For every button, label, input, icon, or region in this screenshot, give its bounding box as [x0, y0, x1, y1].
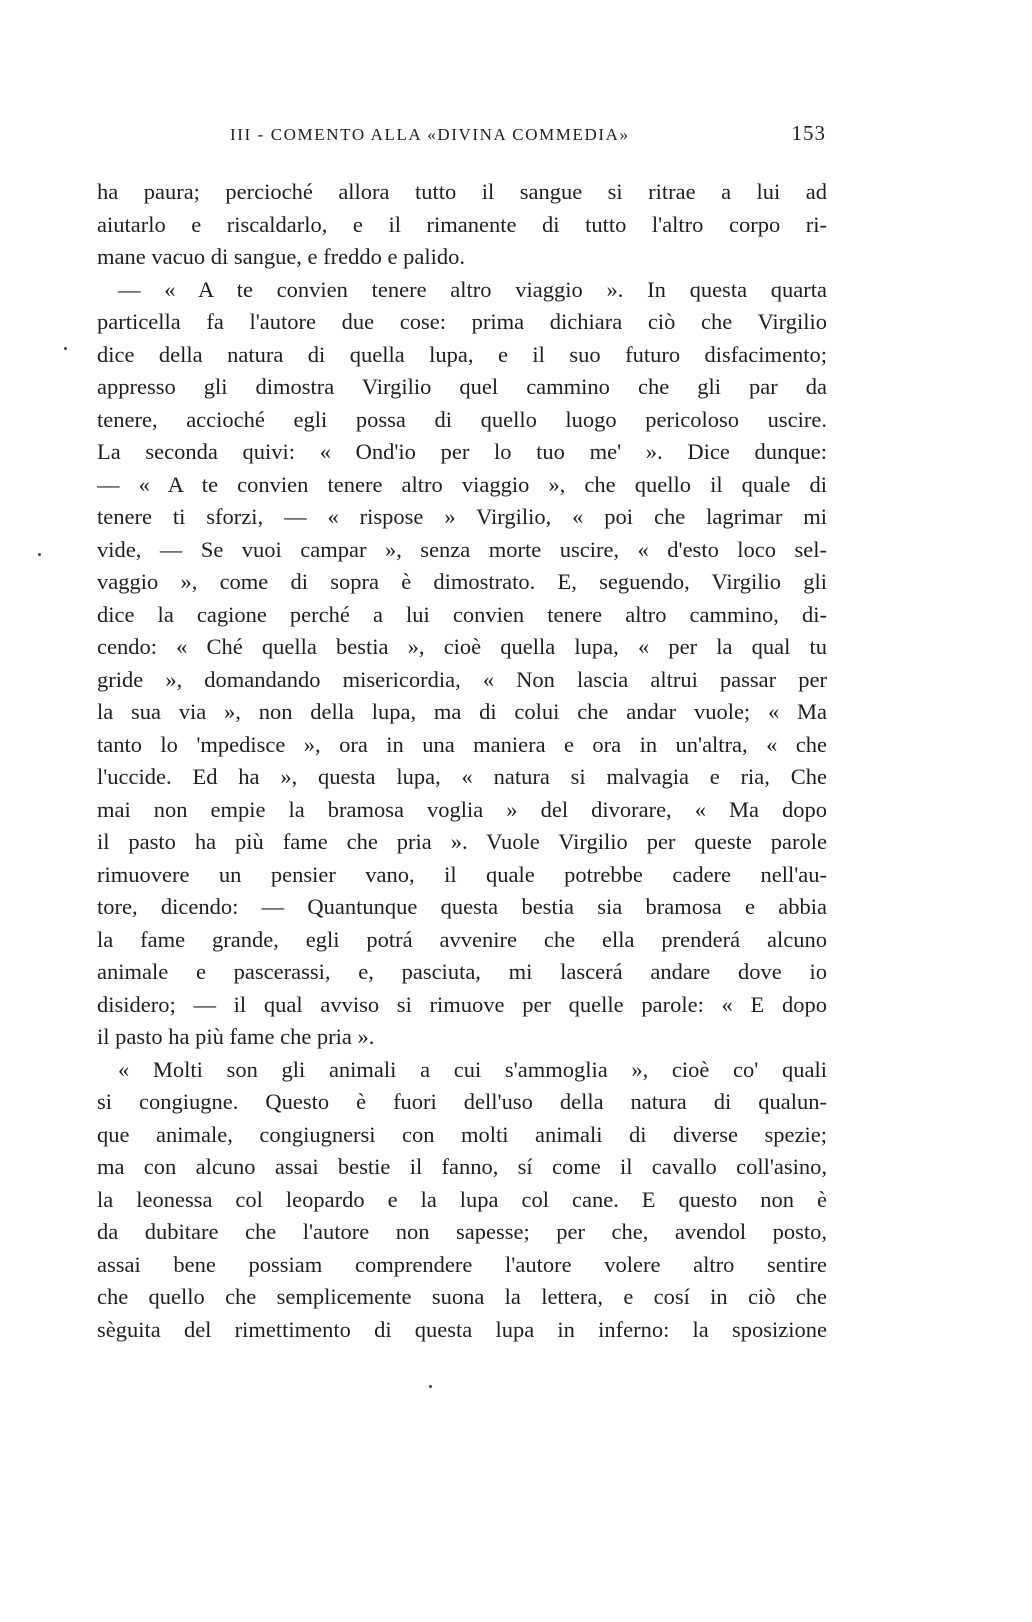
text-line: sèguita del rimettimento di questa lupa in inferno: la sposizione	[97, 1316, 827, 1342]
text-line: il pasto ha più fame che pria ».	[97, 1024, 375, 1049]
text-line: particella fa l'autore due cose: prima dichiara ciò che Virgilio	[97, 309, 827, 334]
margin-speck	[38, 553, 41, 556]
text-line: tenere, accioché egli possa di quello luogo pericoloso uscire.	[97, 406, 827, 432]
text-line: « Molti son gli animali a cui s'ammoglia », cioè co' quali	[118, 1056, 827, 1082]
text-line: tore, dicendo: — Quantunque questa bestia sia bramosa e abbia	[97, 894, 827, 919]
text-line: ha paura; percioché allora tutto il sangue si ritrae a lui ad	[97, 179, 827, 204]
running-title: III - COMENTO ALLA «DIVINA COMMEDIA»	[230, 125, 630, 144]
text-line: animale e pascerassi, e, pasciuta, mi lascerá andare dove io	[97, 959, 827, 984]
text-line: La seconda quivi: « Ond'io per lo tuo me' ». Dice dunque:	[97, 439, 827, 464]
text-line: — « A te convien tenere altro viaggio ». In questa quarta	[118, 276, 827, 302]
running-head	[96, 119, 826, 149]
text-line: vide, — Se vuoi campar », senza morte uscire, « d'esto loco sel-	[97, 536, 827, 562]
text-line: aiutarlo e riscaldarlo, e il rimanente di tutto l'altro corpo ri-	[97, 211, 827, 237]
text-line: l'uccide. Ed ha », questa lupa, « natura si malvagia e ria, Che	[97, 764, 827, 789]
margin-speck	[429, 1385, 432, 1388]
text-line: vaggio », come di sopra è dimostrato. E, seguendo, Virgilio gli	[97, 569, 827, 594]
text-line: disidero; — il qual avviso si rimuove per quelle parole: « E dopo	[97, 991, 827, 1017]
text-line: que animale, congiugnersi con molti animali di diverse spezie;	[97, 1121, 827, 1147]
text-line: che quello che semplicemente suona la lettera, e cosí in ciò che	[97, 1284, 827, 1309]
text-line: appresso gli dimostra Virgilio quel cammino che gli par da	[97, 374, 827, 399]
text-line: tanto lo 'mpedisce », ora in una maniera e ora in un'altra, « che	[97, 731, 827, 757]
body-text	[97, 176, 827, 1346]
text-line: il pasto ha più fame che pria ». Vuole Virgilio per queste parole	[97, 829, 827, 854]
text-line: la fame grande, egli potrá avvenire che ella prenderá alcuno	[97, 926, 827, 952]
text-line: mane vacuo di sangue, e freddo e palido.	[97, 244, 465, 269]
text-line: la leonessa col leopardo e la lupa col cane. E questo non è	[97, 1186, 827, 1212]
text-line: la sua via », non della lupa, ma di colui che andar vuole; « Ma	[97, 699, 827, 724]
margin-speck	[64, 347, 67, 350]
text-line: gride », domandando misericordia, « Non lascia altrui passar per	[97, 666, 827, 692]
text-line: da dubitare che l'autore non sapesse; per che, avendol posto,	[97, 1219, 827, 1244]
page-number: 153	[791, 121, 826, 145]
text-line: cendo: « Ché quella bestia », cioè quella lupa, « per la qual tu	[97, 634, 827, 659]
text-line: mai non empie la bramosa voglia » del divorare, « Ma dopo	[97, 796, 827, 822]
text-line: ma con alcuno assai bestie il fanno, sí come il cavallo coll'asino,	[97, 1154, 827, 1179]
text-line: tenere ti sforzi, — « rispose » Virgilio, « poi che lagrimar mi	[97, 504, 827, 529]
text-line: si congiugne. Questo è fuori dell'uso della natura di qualun-	[97, 1089, 827, 1114]
text-line: dice la cagione perché a lui convien tenere altro cammino, di-	[97, 601, 827, 627]
text-line: assai bene possiam comprendere l'autore volere altro sentire	[97, 1251, 827, 1277]
text-line: dice della natura di quella lupa, e il suo futuro disfacimento;	[97, 341, 827, 367]
text-line: rimuovere un pensier vano, il quale potrebbe cadere nell'au-	[97, 861, 827, 887]
text-line: — « A te convien tenere altro viaggio », che quello il quale di	[97, 471, 827, 497]
